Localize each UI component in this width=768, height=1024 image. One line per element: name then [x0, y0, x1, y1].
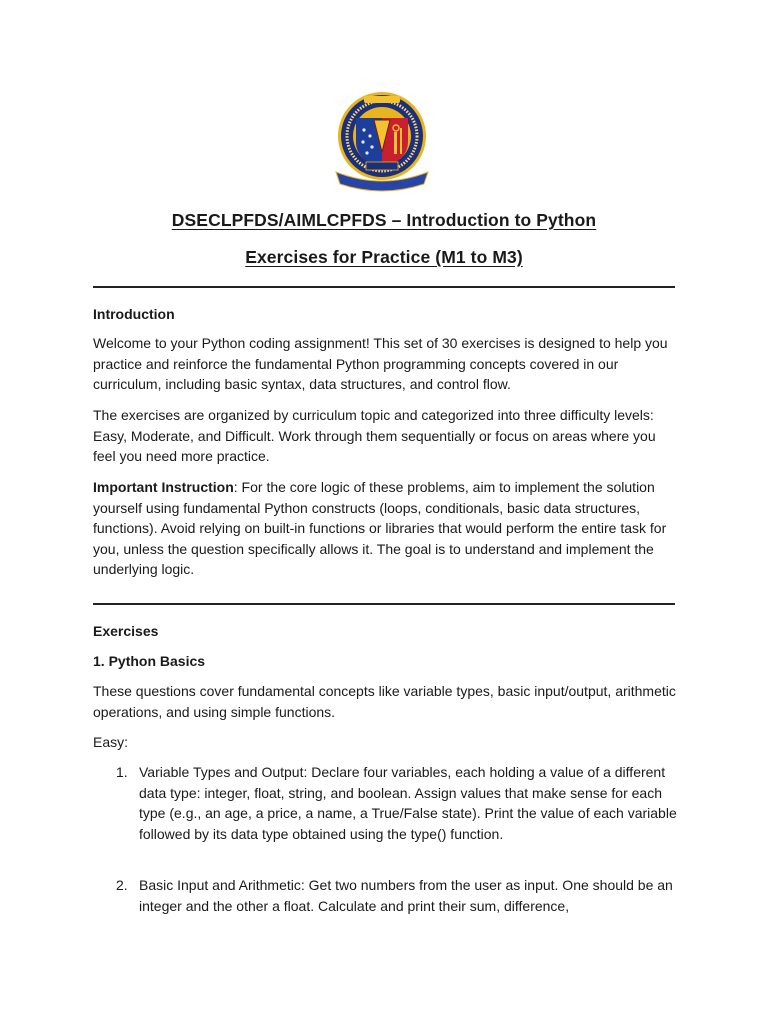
section-heading-exercises: Exercises [93, 623, 159, 639]
important-instruction-label: Important Instruction [93, 479, 234, 495]
list-item-text: Variable Types and Output: Declare four variables, each holding a value of a different data type: integer, float, string, and boolean. Assign values that make sense for each type (e.g., an age, a price, a name, a True/False state). Print the value of each variable followed by its data type obtained using the type() function. [139, 764, 677, 842]
intro-paragraph: The exercises are organized by curriculum topic and categorized into three difficulty levels: Easy, Moderate, and Difficult. Work through them sequentially or focus on areas where you feel you need more practice. [93, 407, 656, 465]
important-instruction-paragraph [93, 477, 678, 580]
institute-emblem-logo [330, 90, 434, 194]
divider-line [93, 603, 675, 605]
section-heading-introduction: Introduction [93, 306, 175, 322]
divider-line [93, 286, 675, 288]
list-item-number: 2. [116, 877, 128, 893]
emblem-svg [330, 90, 434, 194]
important-instruction-text: : For the core logic of these problems, aim to implement the solution yourself using fundamental Python constructs (loops, conditionals, basic data structures, functions). Avoid relying on built-in functions or libraries that would perform the entire task for you, unless the question specifically allows it. The goal is to understand and implement the underlying logic. [93, 479, 667, 578]
subsection-heading-python-basics: 1. Python Basics [93, 653, 206, 669]
list-item-text: Basic Input and Arithmetic: Get two numbers from the user as input. One should be an integer and the other a float. Calculate and print their sum, difference, [139, 877, 673, 914]
intro-paragraph: Welcome to your Python coding assignment! This set of 30 exercises is designed to help you practice and reinforce the fundamental Python programming concepts covered in our curriculum, including basic syntax, data structures, and control flow. [93, 335, 668, 393]
document-title: DSECLPFDS/AIMLCPFDS – Introduction to Python [171, 210, 597, 230]
difficulty-label-easy: Easy: [93, 734, 129, 750]
list-item-number: 1. [116, 764, 128, 780]
section-intro-paragraph: These questions cover fundamental concepts like variable types, basic input/output, arithmetic operations, and using simple functions. [93, 683, 676, 720]
document-subtitle: Exercises for Practice (M1 to M3) [245, 247, 523, 267]
